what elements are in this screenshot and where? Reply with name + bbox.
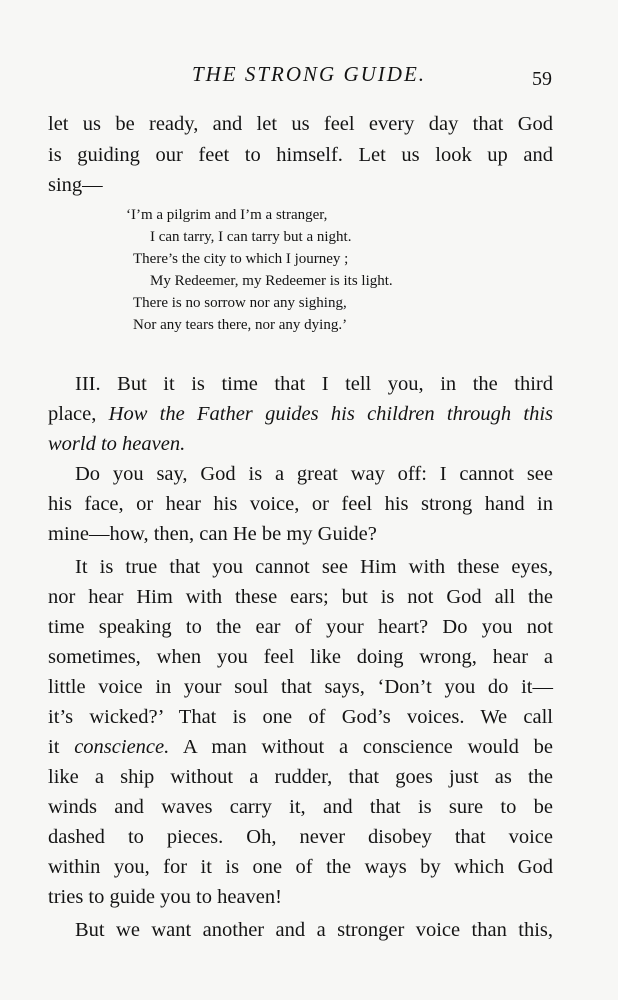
text-line: sometimes, when you feel like doing wrong, hear a	[48, 646, 553, 668]
text-line	[48, 430, 553, 458]
emphasis-word: conscience.	[74, 736, 170, 758]
running-title: THE STRONG GUIDE.	[191, 62, 427, 86]
text-line: dashed to pieces. Oh, never disobey that voice	[48, 826, 553, 848]
hymn-line: There is no sorrow nor any sighing,	[133, 295, 347, 311]
hymn-line: My Redeemer, my Redeemer is its light.	[150, 273, 393, 289]
text-line: sing—	[48, 174, 103, 196]
section-heading-italic: How the Father guides his children through this	[108, 403, 553, 425]
text-line: it’s wicked?’ That is one of God’s voices. We call	[48, 706, 553, 728]
text-line: little voice in your soul that says, ‘Don’t you do it—	[48, 676, 553, 698]
text-span: place,	[48, 403, 109, 425]
text-line: within you, for it is one of the ways by which God	[48, 856, 553, 878]
text-line	[48, 733, 553, 761]
hymn-line: Nor any tears there, nor any dying.’	[133, 317, 348, 333]
text-span: A man without a conscience would be	[169, 736, 553, 758]
text-line: is guiding our feet to himself. Let us look up and	[48, 144, 553, 166]
text-line: But we want another and a stronger voice than this,	[75, 919, 553, 941]
hymn-line: I can tarry, I can tarry but a night.	[150, 229, 352, 245]
text-line: III. But it is time that I tell you, in the third	[75, 373, 553, 395]
text-line: Do you say, God is a great way off: I cannot see	[75, 463, 553, 485]
text-line: nor hear Him with these ears; but is not God all the	[48, 586, 553, 608]
text-line: time speaking to the ear of your heart? Do you not	[48, 616, 553, 638]
hymn-line: There’s the city to which I journey ;	[133, 251, 349, 267]
text-line: mine—how, then, can He be my Guide?	[48, 523, 377, 545]
section-heading-italic: world to heaven.	[48, 433, 186, 455]
page-number: 59	[532, 68, 552, 90]
text-line: let us be ready, and let us feel every day that God	[48, 113, 553, 135]
text-line: winds and waves carry it, and that is sure to be	[48, 796, 553, 818]
text-line: like a ship without a rudder, that goes just as the	[48, 766, 553, 788]
text-line: tries to guide you to heaven!	[48, 886, 282, 908]
page-header	[0, 62, 618, 92]
hymn-line: ‘I’m a pilgrim and I’m a stranger,	[126, 207, 328, 223]
text-span: it	[48, 736, 75, 758]
text-line	[48, 400, 553, 428]
text-line: his face, or hear his voice, or feel his strong hand in	[48, 493, 553, 515]
text-line: It is true that you cannot see Him with these eyes,	[75, 556, 553, 578]
